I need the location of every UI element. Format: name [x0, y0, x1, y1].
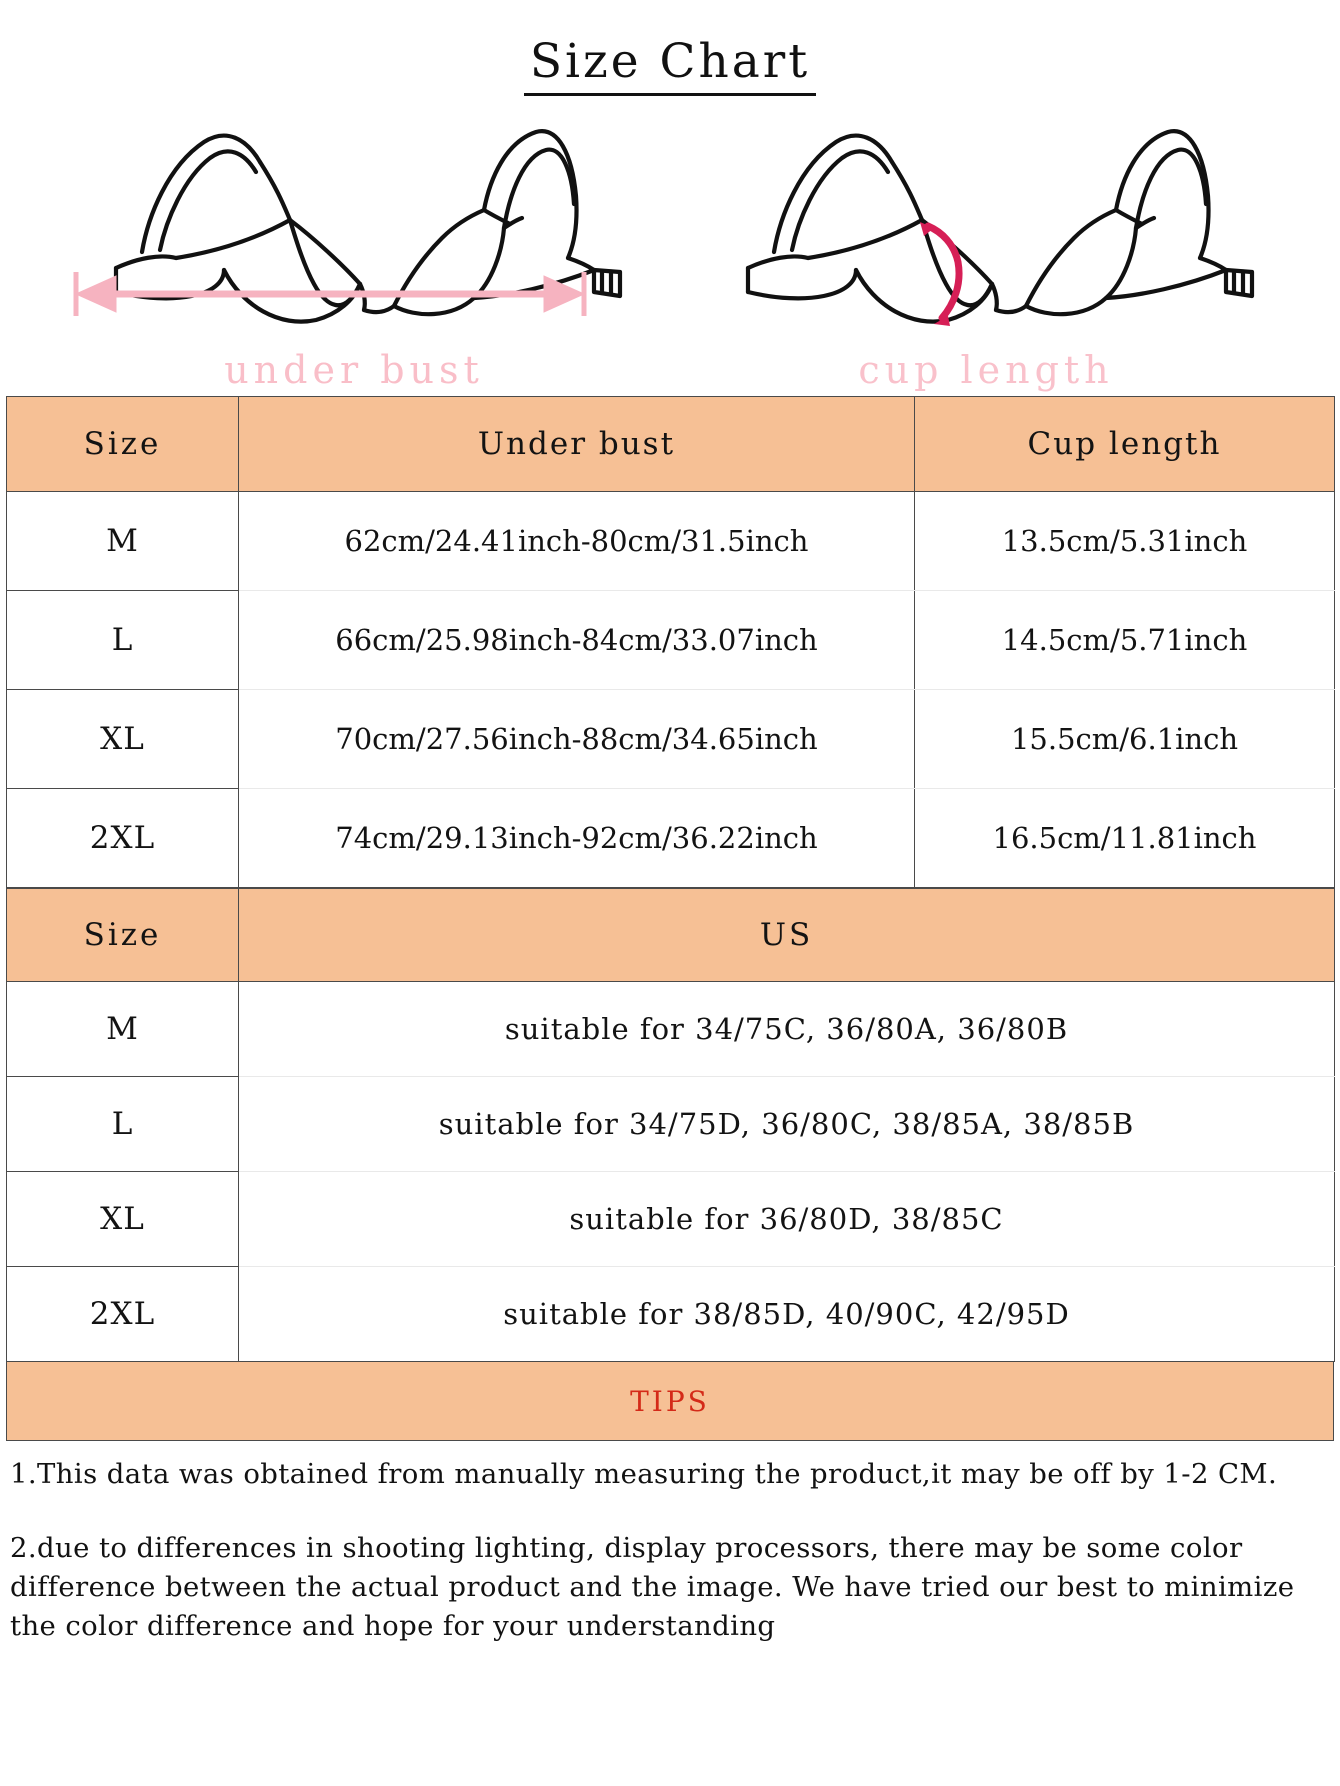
- tips-note-1: 1.This data was obtained from manually measuring the product,it may be off by 1-2 CM.: [10, 1458, 1278, 1491]
- cell-us: suitable for 36/80D, 38/85C: [239, 1172, 1335, 1267]
- table-row: [7, 690, 1335, 789]
- us-table: [6, 888, 1335, 1362]
- page-title-container: [0, 0, 1340, 110]
- header-size: Size: [7, 397, 239, 492]
- diagram-row: [0, 110, 1340, 393]
- cell-cup-length: 14.5cm/5.71inch: [915, 591, 1335, 690]
- cell-under-bust: 62cm/24.41inch-80cm/31.5inch: [239, 492, 915, 591]
- us-table-body: [7, 982, 1335, 1362]
- header-under-bust: Under bust: [239, 397, 915, 492]
- tips-bar-container: [0, 1362, 1340, 1441]
- cell-cup-length: 15.5cm/6.1inch: [915, 690, 1335, 789]
- cup-length-diagram: [696, 120, 1276, 393]
- table-row: [7, 789, 1335, 888]
- cell-size: M: [7, 492, 239, 591]
- cell-size: XL: [7, 690, 239, 789]
- table-row: [7, 1267, 1335, 1362]
- cell-under-bust: 74cm/29.13inch-92cm/36.22inch: [239, 789, 915, 888]
- cell-under-bust: 70cm/27.56inch-88cm/34.65inch: [239, 690, 915, 789]
- tips-heading: TIPS: [630, 1384, 710, 1418]
- measurement-table-header-row: [7, 397, 1335, 492]
- us-table-container: [0, 888, 1340, 1362]
- bra-front-outline-icon: [696, 120, 1276, 348]
- us-table-header-row: [7, 889, 1335, 982]
- under-bust-diagram: [64, 120, 644, 393]
- header-size: Size: [7, 889, 239, 982]
- cell-size: L: [7, 591, 239, 690]
- measurement-table-container: [0, 396, 1340, 888]
- header-cup-length: Cup length: [915, 397, 1335, 492]
- page-title: Size Chart: [524, 34, 816, 96]
- table-row: [7, 591, 1335, 690]
- cell-size: 2XL: [7, 789, 239, 888]
- cell-us: suitable for 34/75C, 36/80A, 36/80B: [239, 982, 1335, 1077]
- table-row: [7, 1077, 1335, 1172]
- cell-under-bust: 66cm/25.98inch-84cm/33.07inch: [239, 591, 915, 690]
- cup-length-label: cup length: [858, 348, 1114, 393]
- cell-us: suitable for 38/85D, 40/90C, 42/95D: [239, 1267, 1335, 1362]
- table-row: [7, 1172, 1335, 1267]
- measurement-table: [6, 396, 1335, 888]
- under-bust-label: under bust: [224, 348, 484, 393]
- table-row: [7, 982, 1335, 1077]
- cell-size: 2XL: [7, 1267, 239, 1362]
- cell-size: L: [7, 1077, 239, 1172]
- tips-bar: [6, 1362, 1334, 1441]
- measurement-table-body: [7, 492, 1335, 888]
- cell-size: M: [7, 982, 239, 1077]
- double-headed-horizontal-arrow-icon: [64, 260, 644, 320]
- header-us: US: [239, 889, 1335, 982]
- table-row: [7, 492, 1335, 591]
- cell-size: XL: [7, 1172, 239, 1267]
- cell-us: suitable for 34/75D, 36/80C, 38/85A, 38/85B: [239, 1077, 1335, 1172]
- cell-cup-length: 13.5cm/5.31inch: [915, 492, 1335, 591]
- tips-note-2: 2.due to differences in shooting lighting, display processors, there may be some color difference between the actual product and the image. We have tried our best to minimize the color difference and hope for your understanding: [10, 1531, 1295, 1642]
- cell-cup-length: 16.5cm/11.81inch: [915, 789, 1335, 888]
- tips-notes: [0, 1441, 1340, 1645]
